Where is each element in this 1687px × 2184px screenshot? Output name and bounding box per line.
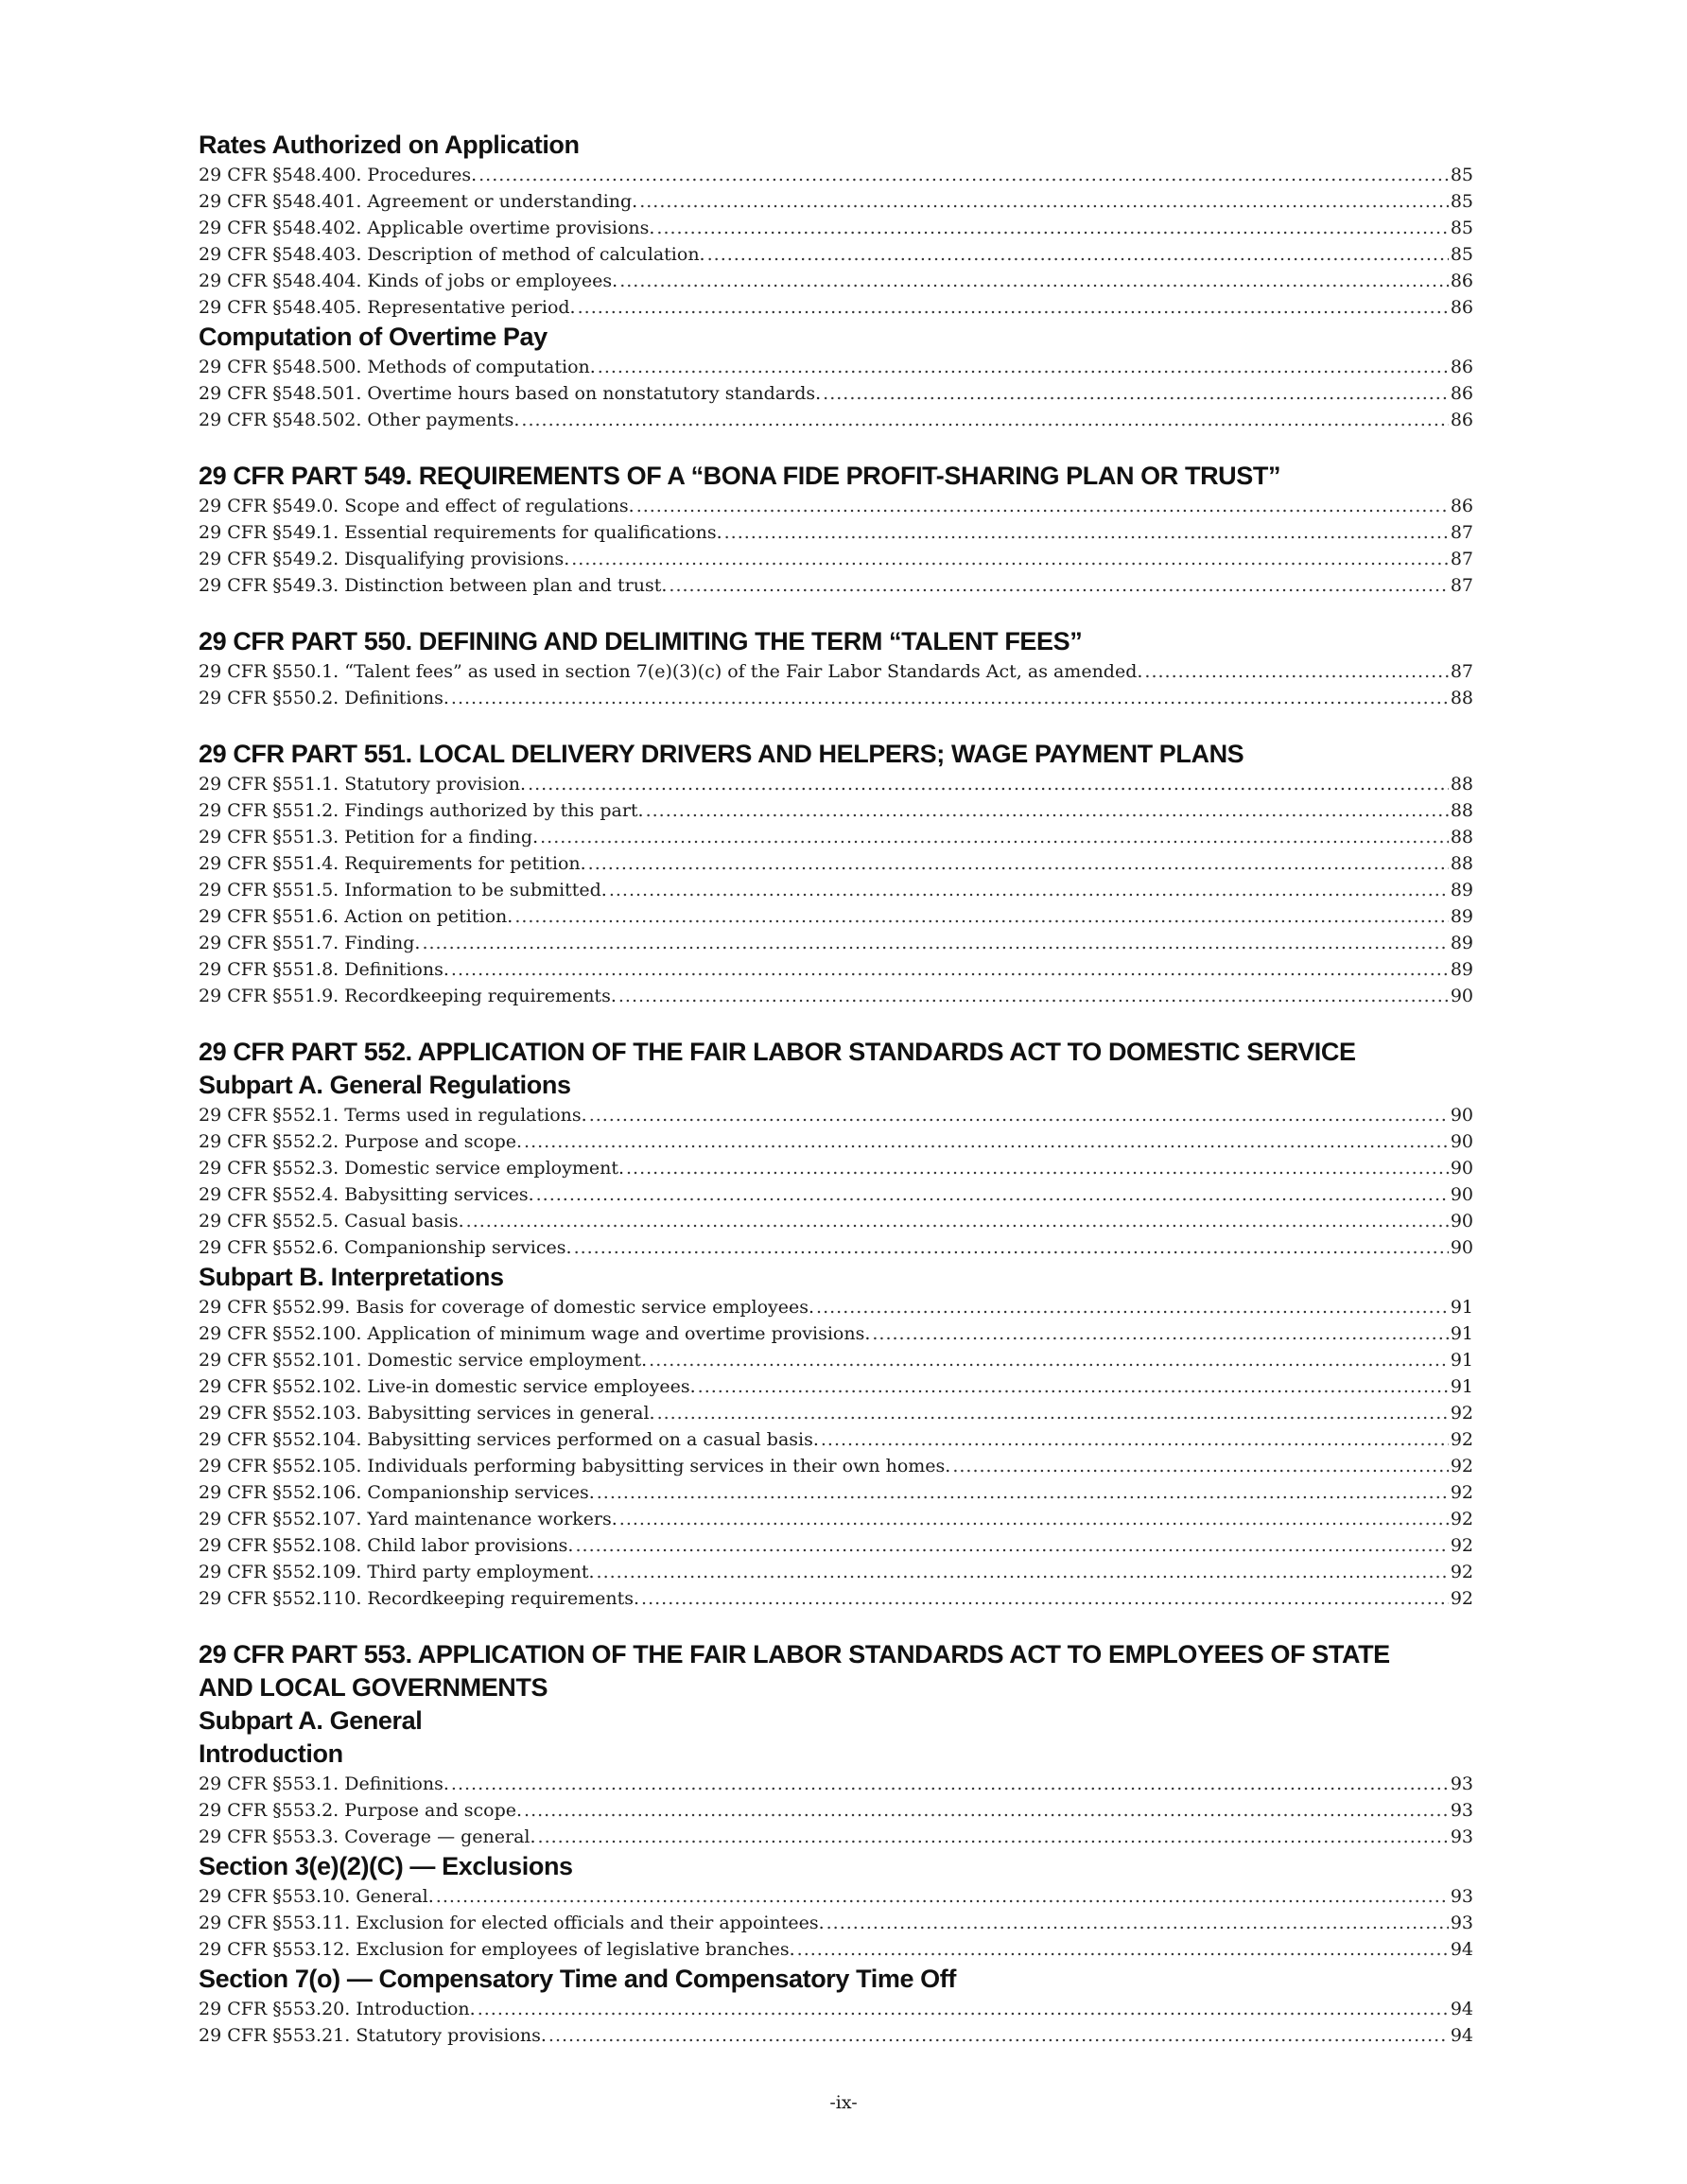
- toc-entry[interactable]: [199, 1585, 1473, 1612]
- entry-page-number: 86: [1450, 271, 1473, 291]
- part-heading: 29 CFR PART 551. LOCAL DELIVERY DRIVERS AND HELPERS; WAGE PAYMENT PLANS: [199, 740, 1244, 768]
- dot-leader: [618, 983, 1449, 1009]
- entry-page-number: 91: [1450, 1297, 1473, 1318]
- dot-leader: [575, 1532, 1448, 1559]
- entry-page-number: 92: [1450, 1482, 1473, 1503]
- dot-leader: [514, 903, 1449, 930]
- entry-label: 29 CFR §553.11. Exclusion for elected officials and their appointees.: [199, 1913, 825, 1933]
- dot-leader: [724, 519, 1449, 546]
- part-heading: 29 CFR PART 550. DEFINING AND DELIMITING THE TERM “TALENT FEES”: [199, 627, 1083, 655]
- dot-leader: [451, 1771, 1449, 1797]
- dot-leader: [528, 771, 1449, 797]
- entry-label: 29 CFR §553.12. Exclusion for employees of legislative branches.: [199, 1939, 795, 1960]
- toc-entry[interactable]: [199, 546, 1473, 572]
- entry-label: 29 CFR §552.110. Recordkeeping requirements.: [199, 1588, 640, 1609]
- entry-page-number: 92: [1450, 1509, 1473, 1529]
- entry-page-number: 92: [1450, 1535, 1473, 1556]
- toc-entry[interactable]: [199, 1883, 1473, 1910]
- toc-block: [199, 625, 1473, 711]
- entry-label: 29 CFR §551.6. Action on petition.: [199, 906, 513, 927]
- entry-label: 29 CFR §548.403. Description of method of calculation.: [199, 244, 705, 265]
- entry-label: 29 CFR §553.20. Introduction.: [199, 1999, 476, 2019]
- dot-leader: [872, 1320, 1448, 1347]
- toc-entry[interactable]: [199, 1208, 1473, 1234]
- entry-page-number: 90: [1450, 1184, 1473, 1205]
- entry-label: 29 CFR §552.107. Yard maintenance workers.: [199, 1509, 617, 1529]
- dot-leader: [521, 407, 1448, 433]
- entry-label: 29 CFR §552.106. Companionship services.: [199, 1482, 595, 1503]
- entry-label: 29 CFR §553.2. Purpose and scope.: [199, 1800, 523, 1821]
- entry-label: 29 CFR §551.1. Statutory provision.: [199, 774, 527, 795]
- toc-entry[interactable]: [199, 903, 1473, 930]
- entry-label: 29 CFR §552.103. Babysitting services in general.: [199, 1403, 655, 1424]
- dot-leader: [597, 1479, 1449, 1506]
- entry-page-number: 93: [1450, 1800, 1473, 1821]
- entry-page-number: 90: [1450, 1237, 1473, 1258]
- entry-page-number: 86: [1450, 496, 1473, 516]
- entry-label: 29 CFR §553.1. Definitions.: [199, 1773, 449, 1794]
- toc-block: [199, 460, 1473, 599]
- dot-leader: [548, 2022, 1449, 2049]
- section-heading: Subpart B. Interpretations: [199, 1263, 504, 1291]
- entry-page-number: 86: [1450, 357, 1473, 377]
- toc-entry[interactable]: [199, 1320, 1473, 1347]
- entry-page-number: 91: [1450, 1350, 1473, 1371]
- entry-label: 29 CFR §553.21. Statutory provisions.: [199, 2025, 547, 2046]
- toc-entry[interactable]: [199, 268, 1473, 294]
- dot-leader: [422, 930, 1448, 956]
- dot-leader: [536, 1181, 1449, 1208]
- dot-leader: [657, 1400, 1449, 1426]
- toc-entry[interactable]: [199, 354, 1473, 380]
- entry-page-number: 93: [1450, 1913, 1473, 1933]
- toc-entry[interactable]: [199, 1996, 1473, 2022]
- section-heading: Introduction: [199, 1739, 343, 1768]
- toc-entry[interactable]: [199, 1506, 1473, 1532]
- toc-entry[interactable]: [199, 1155, 1473, 1181]
- toc-entry[interactable]: [199, 241, 1473, 268]
- entry-page-number: 90: [1450, 1105, 1473, 1126]
- toc-entry[interactable]: [199, 1294, 1473, 1320]
- toc-entry[interactable]: [199, 519, 1473, 546]
- dot-leader: [816, 1294, 1449, 1320]
- entry-label: 29 CFR §553.10. General.: [199, 1886, 434, 1907]
- entry-label: 29 CFR §551.2. Findings authorized by this part.: [199, 800, 644, 821]
- dot-leader: [589, 1102, 1449, 1128]
- entry-label: 29 CFR §550.1. “Talent fees” as used in section 7(e)(3)(c) of the Fair Labor Standards Act, as amended.: [199, 661, 1143, 682]
- entry-label: 29 CFR §552.6. Companionship services.: [199, 1237, 572, 1258]
- entry-label: 29 CFR §552.104. Babysitting services performed on a casual basis.: [199, 1429, 819, 1450]
- toc-entry[interactable]: [199, 1936, 1473, 1963]
- toc-entry[interactable]: [199, 1771, 1473, 1797]
- entry-page-number: 88: [1450, 800, 1473, 821]
- entry-page-number: 87: [1450, 522, 1473, 543]
- entry-page-number: 90: [1450, 986, 1473, 1006]
- toc-entry[interactable]: [199, 1824, 1473, 1850]
- toc-entry[interactable]: [199, 1910, 1473, 1936]
- dot-leader: [636, 493, 1449, 519]
- dot-leader: [626, 1155, 1449, 1181]
- entry-label: 29 CFR §552.100. Application of minimum wage and overtime provisions.: [199, 1323, 871, 1344]
- toc-block: [199, 129, 1473, 433]
- section-heading: Computation of Overtime Pay: [199, 323, 548, 351]
- entry-page-number: 92: [1450, 1456, 1473, 1476]
- toc-block: [199, 738, 1473, 1009]
- toc-entry[interactable]: [199, 850, 1473, 877]
- dot-leader: [952, 1453, 1448, 1479]
- entry-label: 29 CFR §552.109. Third party employment.: [199, 1562, 595, 1582]
- toc-entry[interactable]: [199, 162, 1473, 188]
- entry-page-number: 94: [1450, 2025, 1473, 2046]
- toc-entry[interactable]: [199, 493, 1473, 519]
- toc-entry[interactable]: [199, 294, 1473, 321]
- entry-page-number: 91: [1450, 1376, 1473, 1397]
- entry-page-number: 86: [1450, 410, 1473, 430]
- toc-block: [199, 1036, 1473, 1612]
- dot-leader: [478, 1996, 1449, 2022]
- dot-leader: [826, 1910, 1449, 1936]
- toc-entry[interactable]: [199, 658, 1473, 685]
- entry-label: 29 CFR §548.404. Kinds of jobs or employees.: [199, 271, 618, 291]
- entry-page-number: 91: [1450, 1323, 1473, 1344]
- dot-leader: [646, 797, 1449, 824]
- dot-leader: [619, 268, 1449, 294]
- entry-page-number: 87: [1450, 575, 1473, 596]
- toc-entry[interactable]: [199, 1373, 1473, 1400]
- section-heading: Section 3(e)(2)(C) — Exclusions: [199, 1852, 573, 1880]
- dot-leader: [1144, 658, 1448, 685]
- entry-page-number: 92: [1450, 1562, 1473, 1582]
- entry-page-number: 93: [1450, 1773, 1473, 1794]
- section-heading: Subpart A. General: [199, 1706, 423, 1735]
- entry-page-number: 93: [1450, 1826, 1473, 1847]
- entry-page-number: 89: [1450, 933, 1473, 953]
- entry-label: 29 CFR §552.108. Child labor provisions.: [199, 1535, 574, 1556]
- dot-leader: [619, 1506, 1449, 1532]
- part-heading: 29 CFR PART 549. REQUIREMENTS OF A “BONA FIDE PROFIT-SHARING PLAN OR TRUST”: [199, 462, 1281, 490]
- dot-leader: [598, 354, 1449, 380]
- dot-leader: [466, 1208, 1449, 1234]
- entry-label: 29 CFR §552.4. Babysitting services.: [199, 1184, 534, 1205]
- dot-leader: [797, 1936, 1449, 1963]
- dot-leader: [641, 1585, 1449, 1612]
- entry-label: 29 CFR §553.3. Coverage — general.: [199, 1826, 536, 1847]
- entry-label: 29 CFR §551.7. Finding.: [199, 933, 421, 953]
- entry-page-number: 90: [1450, 1158, 1473, 1179]
- toc-entry[interactable]: [199, 956, 1473, 983]
- entry-page-number: 93: [1450, 1886, 1473, 1907]
- dot-leader: [524, 1797, 1449, 1824]
- part-heading: AND LOCAL GOVERNMENTS: [199, 1673, 548, 1702]
- entry-label: 29 CFR §551.4. Requirements for petition.: [199, 853, 586, 874]
- entry-page-number: 85: [1450, 165, 1473, 185]
- entry-page-number: 86: [1450, 297, 1473, 318]
- entry-label: 29 CFR §548.405. Representative period.: [199, 297, 576, 318]
- part-heading: 29 CFR PART 553. APPLICATION OF THE FAIR LABOR STANDARDS ACT TO EMPLOYEES OF STATE: [199, 1640, 1390, 1669]
- entry-label: 29 CFR §551.3. Petition for a finding.: [199, 827, 539, 847]
- entry-label: 29 CFR §551.8. Definitions.: [199, 959, 449, 980]
- dot-leader: [436, 1883, 1449, 1910]
- toc-block: [199, 1638, 1473, 2049]
- section-heading: Rates Authorized on Application: [199, 131, 580, 159]
- entry-page-number: 88: [1450, 688, 1473, 708]
- entry-page-number: 90: [1450, 1211, 1473, 1232]
- toc-entry[interactable]: [199, 215, 1473, 241]
- dot-leader: [609, 877, 1449, 903]
- table-of-contents: [199, 129, 1473, 2049]
- toc-entry[interactable]: [199, 685, 1473, 711]
- entry-label: 29 CFR §552.1. Terms used in regulations.: [199, 1105, 587, 1126]
- entry-label: 29 CFR §548.402. Applicable overtime provisions.: [199, 218, 655, 238]
- toc-entry[interactable]: [199, 824, 1473, 850]
- toc-entry[interactable]: [199, 572, 1473, 599]
- toc-entry[interactable]: [199, 407, 1473, 433]
- toc-entry[interactable]: [199, 2022, 1473, 2049]
- dot-leader: [451, 685, 1449, 711]
- entry-label: 29 CFR §549.0. Scope and effect of regulations.: [199, 496, 635, 516]
- entry-label: 29 CFR §548.400. Procedures.: [199, 165, 478, 185]
- toc-entry[interactable]: [199, 1400, 1473, 1426]
- entry-label: 29 CFR §552.99. Basis for coverage of domestic service employees.: [199, 1297, 815, 1318]
- dot-leader: [698, 1373, 1449, 1400]
- entry-label: 29 CFR §549.2. Disqualifying provisions.: [199, 549, 570, 569]
- entry-label: 29 CFR §551.9. Recordkeeping requirements.: [199, 986, 617, 1006]
- entry-page-number: 89: [1450, 906, 1473, 927]
- entry-page-number: 87: [1450, 661, 1473, 682]
- dot-leader: [574, 1234, 1449, 1261]
- entry-page-number: 87: [1450, 549, 1473, 569]
- toc-entry[interactable]: [199, 1128, 1473, 1155]
- entry-page-number: 85: [1450, 244, 1473, 265]
- dot-leader: [588, 850, 1449, 877]
- entry-page-number: 90: [1450, 1131, 1473, 1152]
- entry-page-number: 94: [1450, 1939, 1473, 1960]
- dot-leader: [823, 380, 1449, 407]
- toc-entry[interactable]: [199, 1797, 1473, 1824]
- entry-page-number: 89: [1450, 959, 1473, 980]
- entry-label: 29 CFR §552.102. Live-in domestic service employees.: [199, 1376, 696, 1397]
- entry-page-number: 94: [1450, 1999, 1473, 2019]
- part-heading: 29 CFR PART 552. APPLICATION OF THE FAIR LABOR STANDARDS ACT TO DOMESTIC SERVICE: [199, 1038, 1356, 1066]
- entry-label: 29 CFR §552.2. Purpose and scope.: [199, 1131, 523, 1152]
- section-heading: Section 7(o) — Compensatory Time and Compensatory Time Off: [199, 1965, 956, 1993]
- entry-page-number: 88: [1450, 827, 1473, 847]
- entry-label: 29 CFR §549.3. Distinction between plan and trust.: [199, 575, 668, 596]
- dot-leader: [821, 1426, 1449, 1453]
- entry-page-number: 85: [1450, 218, 1473, 238]
- toc-entry[interactable]: [199, 983, 1473, 1009]
- entry-label: 29 CFR §548.502. Other payments.: [199, 410, 520, 430]
- dot-leader: [578, 294, 1449, 321]
- toc-entry[interactable]: [199, 1181, 1473, 1208]
- entry-label: 29 CFR §552.3. Domestic service employment.: [199, 1158, 624, 1179]
- entry-label: 29 CFR §551.5. Information to be submitted.: [199, 880, 607, 900]
- entry-label: 29 CFR §552.101. Domestic service employment.: [199, 1350, 648, 1371]
- entry-page-number: 85: [1450, 191, 1473, 212]
- entry-page-number: 88: [1450, 853, 1473, 874]
- toc-entry[interactable]: [199, 1234, 1473, 1261]
- toc-entry[interactable]: [199, 1479, 1473, 1506]
- dot-leader: [597, 1559, 1449, 1585]
- dot-leader: [707, 241, 1449, 268]
- entry-page-number: 92: [1450, 1429, 1473, 1450]
- dot-leader: [649, 1347, 1449, 1373]
- dot-leader: [524, 1128, 1449, 1155]
- dot-leader: [656, 215, 1448, 241]
- entry-page-number: 88: [1450, 774, 1473, 795]
- section-heading: Subpart A. General Regulations: [199, 1071, 571, 1099]
- entry-label: 29 CFR §548.501. Overtime hours based on nonstatutory standards.: [199, 383, 822, 404]
- page-number: -ix-: [829, 2092, 858, 2113]
- toc-entry[interactable]: [199, 188, 1473, 215]
- toc-entry[interactable]: [199, 1559, 1473, 1585]
- toc-entry[interactable]: [199, 1347, 1473, 1373]
- entry-label: 29 CFR §549.1. Essential requirements for qualifications.: [199, 522, 722, 543]
- toc-entry[interactable]: [199, 380, 1473, 407]
- entry-page-number: 89: [1450, 880, 1473, 900]
- entry-label: 29 CFR §552.5. Casual basis.: [199, 1211, 464, 1232]
- toc-entry[interactable]: [199, 1102, 1473, 1128]
- toc-entry[interactable]: [199, 1532, 1473, 1559]
- dot-leader: [669, 572, 1448, 599]
- entry-label: 29 CFR §548.401. Agreement or understanding.: [199, 191, 638, 212]
- toc-entry[interactable]: [199, 771, 1473, 797]
- entry-label: 29 CFR §552.105. Individuals performing babysitting services in their own homes.: [199, 1456, 951, 1476]
- dot-leader: [540, 824, 1449, 850]
- toc-entry[interactable]: [199, 1426, 1473, 1453]
- dot-leader: [478, 162, 1449, 188]
- toc-entry[interactable]: [199, 930, 1473, 956]
- entry-page-number: 86: [1450, 383, 1473, 404]
- dot-leader: [451, 956, 1449, 983]
- entry-label: 29 CFR §550.2. Definitions.: [199, 688, 449, 708]
- dot-leader: [639, 188, 1449, 215]
- entry-label: 29 CFR §548.500. Methods of computation.: [199, 357, 596, 377]
- dot-leader: [538, 1824, 1449, 1850]
- dot-leader: [571, 546, 1449, 572]
- entry-page-number: 92: [1450, 1588, 1473, 1609]
- entry-page-number: 92: [1450, 1403, 1473, 1424]
- toc-entry[interactable]: [199, 1453, 1473, 1479]
- toc-entry[interactable]: [199, 797, 1473, 824]
- toc-entry[interactable]: [199, 877, 1473, 903]
